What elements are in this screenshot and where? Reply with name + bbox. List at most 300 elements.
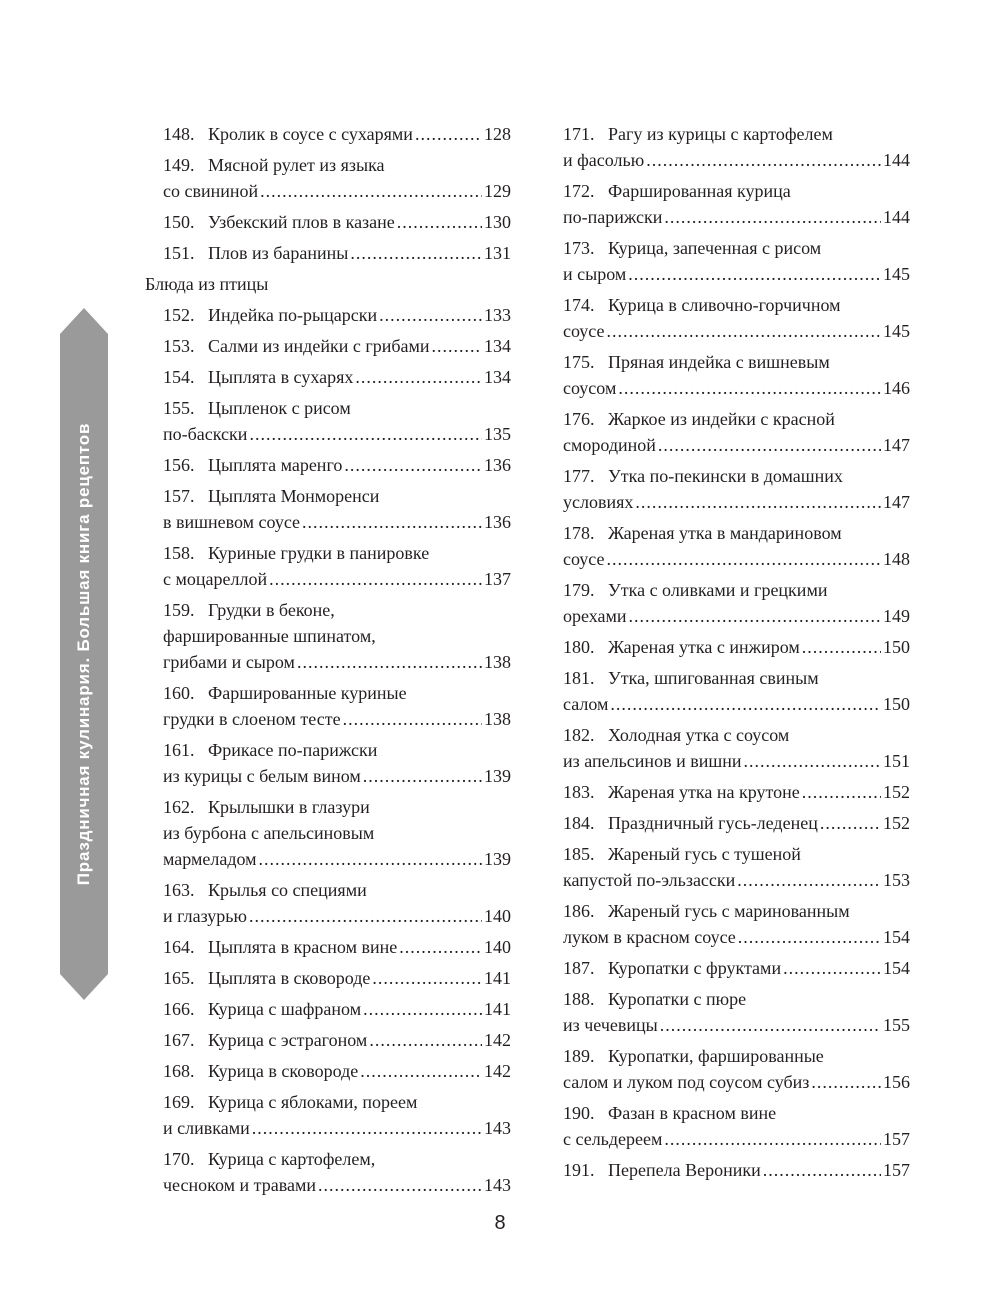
- recipe-title: Курица в сковороде: [208, 1061, 359, 1081]
- toc-entry: [563, 235, 910, 287]
- side-tab: [60, 334, 108, 974]
- page-ref: 133: [484, 305, 511, 325]
- toc-entry-line: [163, 178, 511, 204]
- recipe-title: с сельдереем: [563, 1129, 663, 1149]
- recipe-title: Куропатки с фруктами: [608, 958, 782, 978]
- toc-entry-line: [163, 597, 511, 623]
- recipe-number: 170.: [163, 1149, 195, 1169]
- toc-entry: [145, 934, 511, 960]
- toc-entry-line: [163, 364, 511, 390]
- toc-entry-line: [563, 841, 910, 867]
- recipe-title: и глазурью: [163, 906, 247, 926]
- toc-entry: [145, 483, 511, 535]
- recipe-title: Праздничный гусь-леденец: [608, 813, 818, 833]
- page-ref: 157: [883, 1160, 910, 1180]
- toc-entry: [145, 302, 511, 328]
- page-ref: 145: [883, 321, 910, 341]
- recipe-title: из чечевицы: [563, 1015, 658, 1035]
- toc-entry-line: [563, 1100, 910, 1126]
- recipe-title: в вишневом соусе: [163, 512, 301, 532]
- dot-leader: [318, 1172, 482, 1198]
- recipe-number: 156.: [163, 455, 195, 475]
- recipe-number: 151.: [163, 243, 195, 263]
- page-ref: 149: [883, 606, 910, 626]
- toc-entry-line: [163, 623, 511, 649]
- recipe-title: Куропатки с пюре: [608, 989, 747, 1009]
- toc-entry: [563, 898, 910, 950]
- page-ref: 155: [883, 1015, 910, 1035]
- toc-entry-line: [563, 489, 910, 515]
- toc-entry-line: [563, 261, 910, 287]
- recipe-number: 165.: [163, 968, 195, 988]
- page-ref: 156: [883, 1072, 910, 1092]
- toc-entry-line: [163, 421, 511, 447]
- recipe-number: 176.: [563, 409, 595, 429]
- toc-entry-line: [163, 877, 511, 903]
- dot-leader: [369, 1027, 482, 1053]
- toc-entry: [563, 1043, 910, 1095]
- dot-leader: [635, 489, 881, 515]
- toc-entry-line: [563, 1012, 910, 1038]
- recipe-title: Крылышки в глазури: [208, 797, 370, 817]
- toc-entry-line: [163, 121, 511, 147]
- dot-leader: [397, 209, 482, 235]
- toc-entry-line: [163, 680, 511, 706]
- recipe-number: 172.: [563, 181, 595, 201]
- recipe-title: Салми из индейки с грибами: [208, 336, 430, 356]
- toc-entry-line: [163, 1115, 511, 1141]
- page-ref: 141: [484, 999, 511, 1019]
- toc-entry-line: [563, 1043, 910, 1069]
- toc-entry: [563, 634, 910, 660]
- toc-entry-line: [563, 779, 910, 805]
- recipe-number: 188.: [563, 989, 595, 1009]
- toc-entry-line: [563, 375, 910, 401]
- toc-entry: [145, 452, 511, 478]
- dot-leader: [415, 121, 482, 147]
- toc-entry: [563, 520, 910, 572]
- recipe-number: 162.: [163, 797, 195, 817]
- toc-entry: [145, 737, 511, 789]
- dot-leader: [811, 1069, 881, 1095]
- dot-leader: [629, 603, 881, 629]
- page-ref: 142: [484, 1061, 511, 1081]
- toc-entry: [563, 779, 910, 805]
- toc-entry: [145, 1089, 511, 1141]
- toc-entry-line: [163, 649, 511, 675]
- toc-entry-line: [563, 349, 910, 375]
- recipe-title: Куриные грудки в панировке: [208, 543, 430, 563]
- dot-leader: [350, 240, 482, 266]
- recipe-number: 152.: [163, 305, 195, 325]
- recipe-title: луком в красном соусе: [563, 927, 736, 947]
- dot-leader: [607, 318, 881, 344]
- recipe-title: Жаркое из индейки с красной: [608, 409, 835, 429]
- toc-entry: [563, 1157, 910, 1183]
- recipe-title: соусе: [563, 549, 605, 569]
- recipe-title: по-баскски: [163, 424, 248, 444]
- page-ref: 128: [484, 124, 511, 144]
- toc-entry-line: [563, 634, 910, 660]
- dot-leader: [249, 903, 482, 929]
- recipe-title: из апельсинов и вишни: [563, 751, 742, 771]
- page-ref: 150: [883, 637, 910, 657]
- recipe-number: 180.: [563, 637, 595, 657]
- recipe-number: 177.: [563, 466, 595, 486]
- page-ref: 154: [883, 927, 910, 947]
- page-ref: 131: [484, 243, 511, 263]
- recipe-title: соусом: [563, 378, 617, 398]
- toc-entry: [145, 680, 511, 732]
- recipe-number: 174.: [563, 295, 595, 315]
- toc-entry-line: [163, 820, 511, 846]
- toc-entry-line: [163, 333, 511, 359]
- page-ref: 139: [484, 849, 511, 869]
- recipe-title: капустой по-эльзасски: [563, 870, 736, 890]
- toc-entry: [145, 965, 511, 991]
- toc-entry-line: [163, 794, 511, 820]
- dot-leader: [363, 996, 482, 1022]
- recipe-number: 149.: [163, 155, 195, 175]
- recipe-title: Цыплята Монморенси: [208, 486, 380, 506]
- recipe-number: 154.: [163, 367, 195, 387]
- recipe-number: 182.: [563, 725, 595, 745]
- toc-entry-line: [163, 763, 511, 789]
- toc-entry-line: [563, 520, 910, 546]
- recipe-title: Жареная утка с инжиром: [608, 637, 800, 657]
- toc-entry: [145, 540, 511, 592]
- recipe-title: Жареная утка в мандариновом: [608, 523, 842, 543]
- toc-entry-line: [163, 483, 511, 509]
- recipe-title: чесноком и травами: [163, 1175, 316, 1195]
- recipe-number: 191.: [563, 1160, 595, 1180]
- toc-list-after: [145, 302, 511, 1198]
- dot-leader: [379, 302, 482, 328]
- dot-leader: [432, 333, 482, 359]
- recipe-number: 166.: [163, 999, 195, 1019]
- dot-leader: [783, 955, 881, 981]
- toc-entry-line: [563, 406, 910, 432]
- dot-leader: [399, 934, 482, 960]
- toc-entry: [145, 121, 511, 147]
- page-ref: 145: [883, 264, 910, 284]
- dot-leader: [252, 1115, 482, 1141]
- recipe-title: Утка, шпигованная свиным: [608, 668, 819, 688]
- toc-entry: [563, 986, 910, 1038]
- toc-entry-line: [563, 691, 910, 717]
- page-ref: 141: [484, 968, 511, 988]
- toc-entry-line: [563, 432, 910, 458]
- dot-leader: [743, 748, 881, 774]
- dot-leader: [664, 1126, 881, 1152]
- toc-entry-line: [163, 737, 511, 763]
- recipe-number: 183.: [563, 782, 595, 802]
- recipe-title: Цыплята в сковороде: [208, 968, 371, 988]
- page-ref: 152: [883, 813, 910, 833]
- toc-entry-line: [163, 452, 511, 478]
- page-ref: 152: [883, 782, 910, 802]
- recipe-number: 160.: [163, 683, 195, 703]
- recipe-number: 178.: [563, 523, 595, 543]
- toc-entry-line: [163, 240, 511, 266]
- toc-entry-line: [163, 903, 511, 929]
- recipe-number: 173.: [563, 238, 595, 258]
- toc-entry: [563, 1100, 910, 1152]
- toc-entry: [563, 178, 910, 230]
- recipe-title: Крылья со специями: [208, 880, 367, 900]
- toc-entry: [145, 1146, 511, 1198]
- recipe-number: 190.: [563, 1103, 595, 1123]
- toc-entry-line: [563, 924, 910, 950]
- recipe-title: Мясной рулет из языка: [208, 155, 385, 175]
- toc-entry: [563, 665, 910, 717]
- dot-leader: [259, 846, 482, 872]
- recipe-number: 159.: [163, 600, 195, 620]
- page-ref: 134: [484, 367, 511, 387]
- dot-leader: [372, 965, 482, 991]
- recipe-title: Курица с эстрагоном: [208, 1030, 368, 1050]
- page-ref: 140: [484, 906, 511, 926]
- dot-leader: [737, 867, 881, 893]
- dot-leader: [297, 649, 482, 675]
- dot-leader: [763, 1157, 881, 1183]
- recipe-number: 181.: [563, 668, 595, 688]
- recipe-title: и фасолью: [563, 150, 645, 170]
- recipe-number: 157.: [163, 486, 195, 506]
- dot-leader: [363, 763, 482, 789]
- recipe-number: 155.: [163, 398, 195, 418]
- recipe-title: Куропатки, фаршированные: [608, 1046, 824, 1066]
- recipe-number: 167.: [163, 1030, 195, 1050]
- toc-entry-line: [163, 706, 511, 732]
- recipe-title: Рагу из курицы с картофелем: [608, 124, 833, 144]
- recipe-number: 179.: [563, 580, 595, 600]
- recipe-title: со свининой: [163, 181, 259, 201]
- page-ref: 157: [883, 1129, 910, 1149]
- dot-leader: [607, 546, 881, 572]
- toc-entry: [145, 364, 511, 390]
- dot-leader: [343, 706, 482, 732]
- toc-entry: [145, 240, 511, 266]
- recipe-title: Цыпленок с рисом: [208, 398, 351, 418]
- toc-entry: [563, 463, 910, 515]
- recipe-title: фаршированные шпинатом,: [163, 626, 376, 646]
- recipe-title: Жареный гусь с тушеной: [608, 844, 801, 864]
- dot-leader: [738, 924, 881, 950]
- toc-entry-line: [163, 1027, 511, 1053]
- toc-entry: [145, 877, 511, 929]
- recipe-number: 186.: [563, 901, 595, 921]
- page-ref: 138: [484, 709, 511, 729]
- recipe-title: из бурбона с апельсиновым: [163, 823, 375, 843]
- recipe-title: Фаршированная курица: [608, 181, 791, 201]
- toc-entry-line: [163, 509, 511, 535]
- recipe-title: грибами и сыром: [163, 652, 295, 672]
- page-ref: 136: [484, 455, 511, 475]
- page-number: 8: [494, 1212, 506, 1234]
- toc-entry-line: [163, 1172, 511, 1198]
- recipe-title: и сливками: [163, 1118, 250, 1138]
- toc-entry: [563, 292, 910, 344]
- recipe-title: смородиной: [563, 435, 656, 455]
- recipe-title: Жареная утка на крутоне: [608, 782, 800, 802]
- toc-entry-line: [563, 722, 910, 748]
- toc-entry: [145, 996, 511, 1022]
- toc-entry-line: [563, 577, 910, 603]
- page-ref: 147: [883, 435, 910, 455]
- page-ref: 137: [484, 569, 511, 589]
- toc-entry-line: [163, 566, 511, 592]
- recipe-number: 163.: [163, 880, 195, 900]
- page-ref: 147: [883, 492, 910, 512]
- toc-entry: [145, 152, 511, 204]
- toc-entry-line: [163, 209, 511, 235]
- toc-entry: [563, 955, 910, 981]
- recipe-title: Курица с картофелем,: [208, 1149, 376, 1169]
- recipe-title: Фаршированные куриные: [208, 683, 407, 703]
- dot-leader: [660, 1012, 881, 1038]
- page-ref: 144: [883, 207, 910, 227]
- toc-entry-line: [563, 292, 910, 318]
- toc-entry: [145, 333, 511, 359]
- recipe-number: 168.: [163, 1061, 195, 1081]
- toc-entry-line: [163, 395, 511, 421]
- dot-leader: [802, 779, 881, 805]
- toc-entry: [145, 395, 511, 447]
- toc-entry-line: [563, 748, 910, 774]
- toc-entry-line: [563, 546, 910, 572]
- page-ref: 148: [883, 549, 910, 569]
- dot-leader: [820, 810, 881, 836]
- recipe-number: 158.: [163, 543, 195, 563]
- toc-entry: [145, 209, 511, 235]
- recipe-title: салом и луком под соусом субиз: [563, 1072, 810, 1092]
- toc-entry-line: [563, 867, 910, 893]
- recipe-number: 148.: [163, 124, 195, 144]
- toc-left-column: [145, 121, 511, 1203]
- recipe-title: с моцареллой: [163, 569, 268, 589]
- toc-entry-line: [563, 603, 910, 629]
- page-ref: 154: [883, 958, 910, 978]
- toc-entry-line: [563, 1069, 910, 1095]
- toc-entry-line: [163, 1058, 511, 1084]
- page-ref: 134: [484, 336, 511, 356]
- toc-entry: [563, 121, 910, 173]
- toc-entry: [563, 810, 910, 836]
- dot-leader: [802, 634, 881, 660]
- recipe-title: условиях: [563, 492, 634, 512]
- toc-entry-line: [563, 1126, 910, 1152]
- section-title-poultry: Блюда из птицы: [145, 274, 269, 294]
- toc-list-before: [145, 121, 511, 266]
- toc-entry: [563, 577, 910, 629]
- dot-leader: [610, 691, 881, 717]
- recipe-title: Кролик в соусе с сухарями: [208, 124, 413, 144]
- page-ref: 140: [484, 937, 511, 957]
- recipe-title: Курица, запеченная с рисом: [608, 238, 822, 258]
- toc-entry-line: [563, 318, 910, 344]
- recipe-number: 150.: [163, 212, 195, 232]
- recipe-title: Цыплята в красном вине: [208, 937, 398, 957]
- recipe-number: 185.: [563, 844, 595, 864]
- recipe-title: Индейка по-рыцарски: [208, 305, 378, 325]
- toc-entry-line: [563, 986, 910, 1012]
- toc-entry-line: [563, 121, 910, 147]
- toc-entry: [145, 1027, 511, 1053]
- page-ref: 136: [484, 512, 511, 532]
- toc-entry: [145, 597, 511, 675]
- recipe-number: 184.: [563, 813, 595, 833]
- toc-list-right: [563, 121, 910, 1183]
- toc-entry-line: [163, 1089, 511, 1115]
- page-ref: 150: [883, 694, 910, 714]
- page-ref: 129: [484, 181, 511, 201]
- dot-leader: [249, 421, 482, 447]
- recipe-title: по-парижски: [563, 207, 663, 227]
- page-ref: 151: [883, 751, 910, 771]
- toc-entry-line: [563, 898, 910, 924]
- recipe-title: Фрикасе по-парижски: [208, 740, 378, 760]
- toc-entry-line: [163, 996, 511, 1022]
- recipe-title: Утка по-пекински в домашних: [608, 466, 843, 486]
- toc-entry: [563, 349, 910, 401]
- page-ref: 142: [484, 1030, 511, 1050]
- toc-entry-line: [563, 178, 910, 204]
- page-ref: 144: [883, 150, 910, 170]
- toc-entry-line: [563, 463, 910, 489]
- toc-entry-line: [563, 1157, 910, 1183]
- toc-entry: [145, 1058, 511, 1084]
- toc-entry-line: [163, 965, 511, 991]
- recipe-number: 171.: [563, 124, 595, 144]
- recipe-title: салом: [563, 694, 609, 714]
- dot-leader: [360, 1058, 482, 1084]
- page-ref: 138: [484, 652, 511, 672]
- recipe-number: 187.: [563, 958, 595, 978]
- recipe-number: 161.: [163, 740, 195, 760]
- toc-entry-line: [163, 302, 511, 328]
- recipe-title: Перепела Вероники: [608, 1160, 761, 1180]
- recipe-title: Курица в сливочно-горчичном: [608, 295, 841, 315]
- toc-entry-line: [163, 152, 511, 178]
- recipe-title: грудки в слоеном тесте: [163, 709, 341, 729]
- dot-leader: [344, 452, 482, 478]
- page-ref: 135: [484, 424, 511, 444]
- dot-leader: [628, 261, 881, 287]
- recipe-title: Курица с шафраном: [208, 999, 362, 1019]
- toc-right-column: [563, 121, 910, 1188]
- toc-entry-line: [163, 1146, 511, 1172]
- dot-leader: [302, 509, 482, 535]
- recipe-title: Цыплята маренго: [208, 455, 343, 475]
- page-ref: 130: [484, 212, 511, 232]
- toc-entry-line: [563, 147, 910, 173]
- recipe-number: 175.: [563, 352, 595, 372]
- recipe-title: Узбекский плов в казане: [208, 212, 395, 232]
- recipe-title: Утка с оливками и грецкими: [608, 580, 828, 600]
- toc-entry-line: [563, 810, 910, 836]
- recipe-title: Жареный гусь с маринованным: [608, 901, 850, 921]
- toc-entry: [145, 794, 511, 872]
- toc-entry-line: [563, 665, 910, 691]
- page-ref: 139: [484, 766, 511, 786]
- page-ref: 146: [883, 378, 910, 398]
- toc-entry: [563, 722, 910, 774]
- dot-leader: [646, 147, 881, 173]
- recipe-title: орехами: [563, 606, 627, 626]
- recipe-title: Холодная утка с соусом: [608, 725, 790, 745]
- recipe-title: и сыром: [563, 264, 627, 284]
